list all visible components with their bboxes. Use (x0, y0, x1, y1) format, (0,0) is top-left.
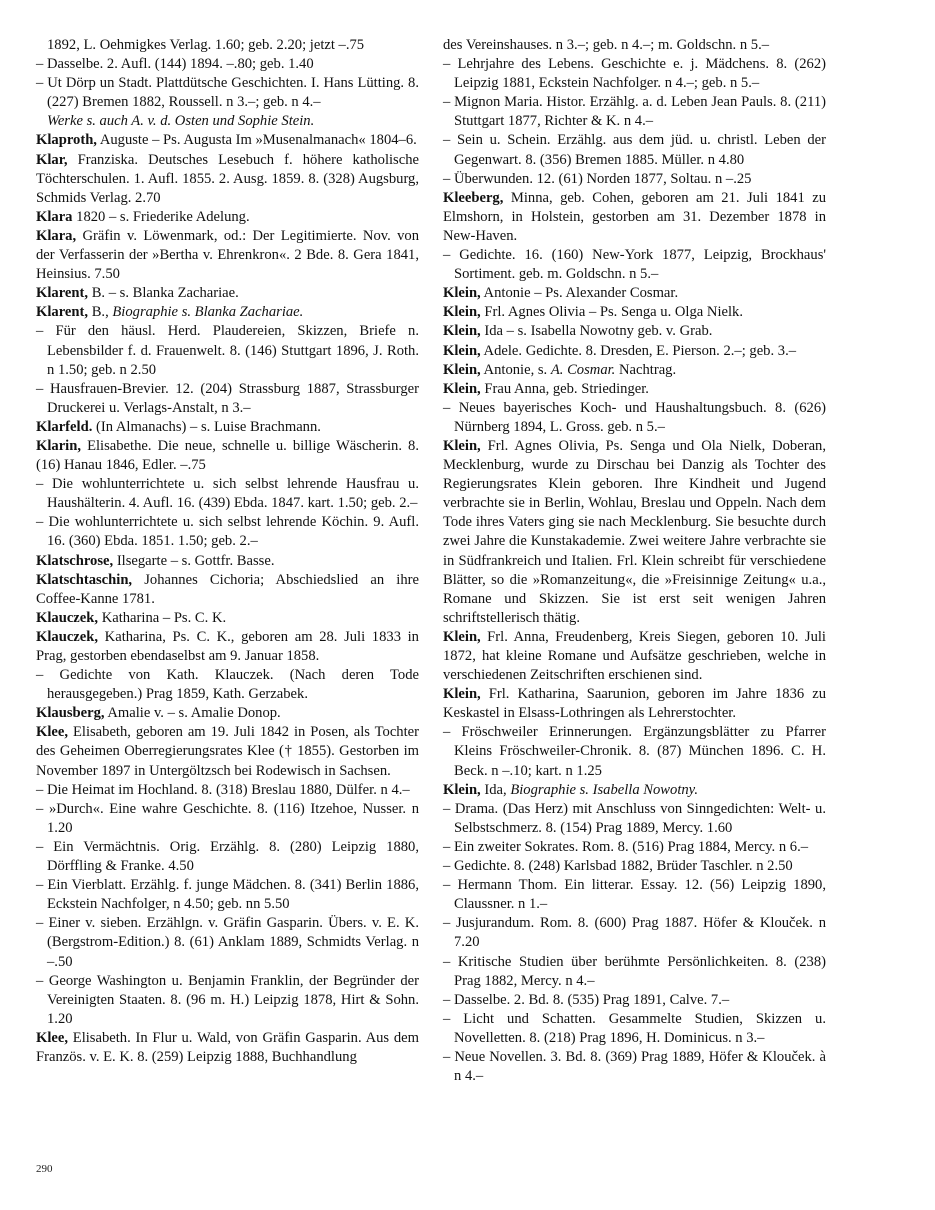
work-entry (36, 876, 419, 914)
author-name: Kleeberg, (443, 189, 504, 206)
entry-text: Johannes Cichoria; Abschiedslied an ihre Coffee-Kanne 1781. (36, 571, 419, 607)
work-entry (443, 131, 826, 169)
author-name: Klara, (36, 227, 77, 244)
entry-text: – Die wohlunterrichtete u. sich selbst lehrende Hausfrau u. Haushälterin. 4. Aufl. 16. (439) Ebda. 1847. kart. 1.50; geb. 2.– (36, 476, 419, 512)
author-name: Klara (36, 208, 73, 225)
entry-text: – Hausfrauen-Brevier. 12. (204) Strassburg 1887, Strassburger Druckerei u. Verlags-Anstalt, n 3.– (36, 380, 419, 416)
author-entry (443, 284, 826, 303)
author-given-name: Ida, (484, 781, 507, 798)
author-entry (443, 628, 826, 685)
entry-text: Frl. Anna, Freudenberg, Kreis Siegen, geboren 10. Juli 1872, hat kleine Romane und Aufsätze geschrieben, welche in verschiedenen Zeitschriften erschienen sind. (443, 628, 826, 684)
work-entry (36, 666, 419, 704)
author-name: Klatschtaschin, (36, 571, 133, 588)
entry-text: – Die Heimat im Hochland. 8. (318) Breslau 1880, Dülfer. n 4.– (36, 781, 410, 798)
entry-text: Frl. Agnes Olivia – Ps. Senga u. Olga Nielk. (484, 304, 743, 321)
author-name: Klatschrose, (36, 552, 114, 569)
work-entry (443, 914, 826, 952)
work-entry (443, 857, 826, 876)
entry-text: – Einer v. sieben. Erzählgn. v. Gräfin Gasparin. Übers. v. E. K. (Bergstrom-Edition.) 8. (61) Anklam 1889, Schmidts Verlag. n –.50 (36, 915, 419, 970)
author-name: Klein, (443, 323, 481, 340)
entry-text: Nachtrag. (618, 361, 677, 378)
work-entry (443, 246, 826, 284)
work-entry (36, 914, 419, 971)
entry-text: – Dasselbe. 2. Aufl. (144) 1894. –.80; geb. 1.40 (36, 56, 314, 73)
entry-text: – Für den häusl. Herd. Plaudereien, Skizzen, Briefe n. Lebensbilder f. d. Frauenwelt. 8. (146) Stuttgart 1896, J. Roth. n 1.50; geb. n 2.50 (36, 323, 419, 378)
author-name: Klein, (443, 304, 481, 321)
entry-text: – Jusjurandum. Rom. 8. (600) Prag 1887. Höfer & Klouček. n 7.20 (443, 915, 826, 951)
author-entry (36, 1029, 419, 1067)
work-entry (443, 1048, 826, 1086)
author-name: Klein, (443, 781, 481, 798)
author-given-name: B., (91, 304, 109, 321)
work-entry (443, 55, 826, 93)
author-name: Klarfeld. (36, 418, 93, 435)
work-entry (443, 991, 826, 1010)
entry-text: Gräfin v. Löwenmark, od.: Der Legitimierte. Nov. von der Verfasserin der »Bertha v. Ehrenkron«. 2 Bde. 8. Gera 1841, Heinsius. 7.50 (36, 227, 419, 283)
entry-text: des Vereinshauses. n 3.–; geb. n 4.–; m. Goldschn. n 5.– (443, 37, 770, 53)
entry-reference: A. Cosmar. (550, 361, 616, 378)
work-entry (36, 55, 419, 74)
entry-text: – Licht und Schatten. Gesammelte Studien, Skizzen u. Novelletten. 8. (218) Prag 1896, H. Dominicus. n 3.– (443, 1010, 826, 1046)
entry-text: Biographie s. Isabella Nowotny. (510, 781, 699, 798)
work-entry (443, 1010, 826, 1048)
author-entry (36, 571, 419, 609)
author-entry (443, 437, 826, 628)
author-entry (36, 208, 419, 227)
entry-text: Frl. Agnes Olivia, Ps. Senga und Ola Nielk, Doberan, Mecklenburg, wurde zu Dirschau bei Danzig als Tochter des Regierungsrates Klein geboren. Ihre Kindheit und Jugend verbrachte sie in Berlin, Wohlau, Breslau und Oppeln. Nach dem Tode ihres Vaters ging sie nach Mecklenburg. Sie besuchte durch zwei Jahre die Kunstakademie. Zwei weitere Jahre verbrachte sie in Südfrankreich und Italien. Frl. Klein schreibt für verschiedene Blätter, so die »Romanzeitung«, die »Freisinnige Zeitung« u.a., Romane und Skizzen. Sie ist erst seit wenigen Jahren schriftstellerisch thätig. (443, 437, 826, 626)
entry-text: Frau Anna, geb. Striedinger. (484, 380, 649, 397)
author-name: Klarin, (36, 437, 81, 454)
author-entry (443, 189, 826, 246)
author-entry (36, 151, 419, 208)
entry-text: Biographie s. Blanka Zachariae. (112, 304, 304, 321)
entry-text: Elisabethe. Die neue, schnelle u. billige Wäscherin. 8. (16) Hanau 1846, Edler. –.75 (36, 437, 420, 474)
work-entry (443, 723, 826, 780)
entry-text: – Kritische Studien über berühmte Persönlichkeiten. 8. (238) Prag 1882, Mercy. n 4.– (443, 953, 826, 989)
author-entry (36, 628, 419, 666)
entry-text: – Hermann Thom. Ein litterar. Essay. 12. (56) Leipzig 1890, Claussner. n 1.– (443, 877, 826, 913)
author-entry (36, 704, 419, 723)
work-entry (36, 380, 419, 418)
entry-text: – Ein Vermächtnis. Orig. Erzählg. 8. (280) Leipzig 1880, Dörffling & Franke. 4.50 (36, 838, 419, 875)
entry-text: Katharina, Ps. C. K., geboren am 28. Juli 1833 in Prag, gestorben ebendaselbst am 9. Januar 1858. (36, 628, 419, 664)
work-entry (36, 513, 419, 551)
entry-text: Adele. Gedichte. 8. Dresden, E. Pierson. 2.–; geb. 3.– (483, 342, 797, 359)
entry-text: Antonie – Ps. Alexander Cosmar. (483, 285, 679, 302)
work-entry (36, 475, 419, 513)
author-entry (36, 723, 419, 780)
author-name: Klarent, (36, 285, 89, 302)
entry-text: – Neue Novellen. 3. Bd. 8. (369) Prag 1889, Höfer & Klouček. à n 4.– (443, 1048, 826, 1085)
author-name: Klein, (443, 361, 481, 378)
left-column (36, 36, 419, 1067)
entry-text: – »Durch«. Eine wahre Geschichte. 8. (116) Itzehoe, Nusser. n 1.20 (36, 800, 419, 836)
author-name: Klee, (36, 1029, 69, 1046)
author-name: Klein, (443, 285, 481, 302)
work-entry (36, 781, 419, 800)
work-entry (443, 953, 826, 991)
work-entry (36, 972, 419, 1029)
work-entry (36, 322, 419, 379)
entry-text: – Fröschweiler Erinnerungen. Ergänzungsblätter zu Pfarrer Kleins Fröschweiler-Chronik. 8. (87) München 1896. C. H. Beck. n –.10; kart. n 1.25 (443, 724, 826, 779)
entry-text: – Ein Vierblatt. Erzählg. f. junge Mädchen. 8. (341) Berlin 1886, Eckstein Nachfolger, n 4.50; geb. nn 5.50 (36, 877, 419, 913)
author-name: Klauczek, (36, 609, 99, 626)
entry-text: – Dasselbe. 2. Bd. 8. (535) Prag 1891, Calve. 7.– (443, 991, 730, 1008)
entry-text: – George Washington u. Benjamin Franklin, der Begründer der Vereinigten Staaten. 8. (96 m. H.) Leipzig 1878, Hirt & Sohn. 1.20 (36, 972, 419, 1027)
author-entry (36, 131, 419, 150)
work-entry (443, 170, 826, 189)
entry-continuation (36, 36, 419, 55)
author-name: Klein, (443, 380, 481, 397)
author-entry (36, 284, 419, 303)
entry-text: (In Almanachs) – s. Luise Brachmann. (96, 418, 321, 435)
entry-text: – Ut Dörp un Stadt. Plattdütsche Geschichten. I. Hans Lütting. 8. (227) Bremen 1882, Roussell. n 3.–; geb. n 4.– (36, 75, 419, 111)
entry-text: – Die wohlunterrichtete u. sich selbst lehrende Köchin. 9. Aufl. 16. (360) Ebda. 1851. 1.50; geb. 2.– (36, 514, 419, 550)
entry-text: Katharina – Ps. C. K. (101, 609, 227, 626)
author-name: Klein, (443, 437, 481, 454)
page-number: 290 (36, 1163, 53, 1175)
entry-text: Werke s. auch A. v. d. Osten und Sophie Stein. (47, 113, 315, 130)
author-entry (36, 609, 419, 628)
work-entry (36, 74, 419, 112)
entry-text: – Ein zweiter Sokrates. Rom. 8. (516) Prag 1884, Mercy. n 6.– (443, 838, 809, 855)
author-entry (443, 322, 826, 341)
entry-note (36, 112, 419, 131)
entry-text: – Lehrjahre des Lebens. Geschichte e. j. Mädchens. 8. (262) Leipzig 1881, Eckstein Nachfolger. n 4.–; geb. n 5.– (443, 56, 826, 92)
entry-text: Franziska. Deutsches Lesebuch f. höhere katholische Töchterschulen. 1. Aufl. 1855. 2. Ausg. 1859. 8. (328) Augsburg, Schmids Verlag. 2.70 (36, 151, 419, 206)
work-entry (443, 399, 826, 437)
entry-text: Elisabeth, geboren am 19. Juli 1842 in Posen, als Tochter des Geheimen Oberregierungsrates Klee († 1855). Gestorben im November 1897 in Untergöltzsch bei Rodewisch in Sachsen. (36, 724, 419, 779)
entry-text: B. – s. Blanka Zachariae. (91, 285, 239, 302)
author-name: Klein, (443, 342, 481, 359)
author-name: Klein, (443, 628, 481, 645)
entry-text: – Neues bayerisches Koch- und Haushaltungsbuch. 8. (626) Nürnberg 1894, L. Gross. geb. n 5.– (443, 399, 826, 435)
author-entry (443, 685, 826, 723)
author-name: Klee, (36, 724, 69, 741)
entry-text: – Gedichte. 8. (248) Karlsbad 1882, Brüder Taschler. n 2.50 (443, 858, 793, 875)
author-entry (443, 342, 826, 361)
entry-text: – Mignon Maria. Histor. Erzählg. a. d. Leben Jean Pauls. 8. (211) Stuttgart 1877, Richter & K. n 4.– (443, 94, 826, 130)
author-entry (443, 361, 826, 380)
author-entry (36, 552, 419, 571)
entry-text: 1892, L. Oehmigkes Verlag. 1.60; geb. 2.20; jetzt –.75 (47, 37, 365, 53)
author-name: Klaproth, (36, 132, 97, 149)
author-name: Klarent, (36, 304, 89, 321)
entry-text: Ilsegarte – s. Gottfr. Basse. (116, 552, 275, 569)
entry-text: – Gedichte von Kath. Klauczek. (Nach deren Tode herausgegeben.) Prag 1859, Kath. Gerzabek. (36, 667, 419, 703)
work-entry (36, 800, 419, 838)
author-name: Klausberg, (36, 705, 105, 722)
work-entry (443, 876, 826, 914)
author-entry (443, 303, 826, 322)
work-entry (443, 93, 826, 131)
author-name: Klar, (36, 151, 68, 168)
entry-text: – Drama. (Das Herz) mit Anschluss von Sinngedichten: Welt- u. Selbstschmerz. 8. (154) Prag 1889, Mercy. 1.60 (443, 800, 826, 836)
author-name: Klauczek, (36, 628, 99, 645)
author-name: Klein, (443, 686, 481, 703)
entry-continuation (443, 36, 826, 55)
entry-text: 1820 – s. Friederike Adelung. (76, 208, 250, 225)
work-entry (443, 800, 826, 838)
work-entry (36, 838, 419, 876)
work-entry (443, 838, 826, 857)
entry-text: – Sein u. Schein. Erzählg. aus dem jüd. u. christl. Leben der Gegenwart. 8. (356) Bremen 1885. Müller. n 4.80 (443, 132, 826, 168)
author-entry (36, 303, 419, 322)
author-entry (443, 781, 826, 800)
entry-text: Amalie v. – s. Amalie Donop. (107, 705, 281, 722)
entry-text: Ida – s. Isabella Nowotny geb. v. Grab. (484, 323, 713, 340)
author-entry (36, 418, 419, 437)
entry-text: Elisabeth. In Flur u. Wald, von Gräfin Gasparin. Aus dem Französ. v. E. K. 8. (259) Leipzig 1888, Buchhandlung (36, 1029, 419, 1065)
entry-text: – Überwunden. 12. (61) Norden 1877, Soltau. n –.25 (443, 170, 752, 187)
right-column (443, 36, 826, 1086)
author-entry (36, 437, 419, 475)
author-given-name: Antonie, s. (483, 361, 548, 378)
entry-text: Minna, geb. Cohen, geboren am 21. Juli 1841 zu Elmshorn, in Holstein, gestorben am 31. Dezember 1878 in New-Haven. (443, 189, 827, 244)
author-entry (36, 227, 419, 284)
author-entry (443, 380, 826, 399)
entry-text: – Gedichte. 16. (160) New-York 1877, Leipzig, Brockhaus' Sortiment. geb. m. Goldschn. n 5.– (443, 247, 826, 283)
entry-text: Auguste – Ps. Augusta Im »Musenalmanach« 1804–6. (99, 132, 417, 149)
entry-text: Frl. Katharina, Saarunion, geboren im Jahre 1836 zu Keskastel in Elsass-Lothringen als Lehrerstochter. (443, 686, 826, 722)
